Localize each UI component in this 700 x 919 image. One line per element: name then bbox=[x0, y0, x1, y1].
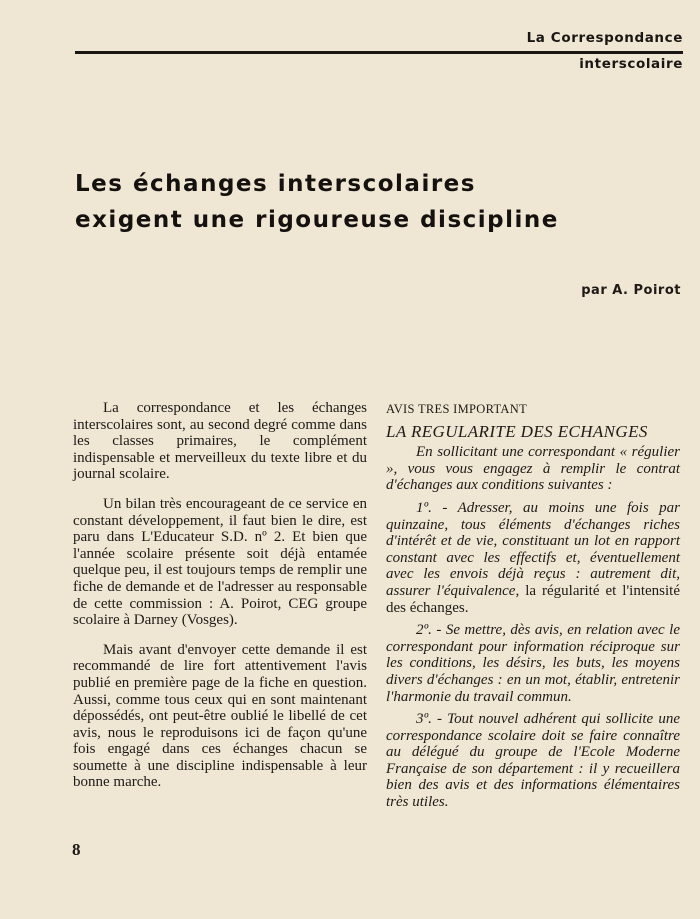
notice-item-text: 1º. - Adresser, au moins une fois par quinzaine, tous éléments d'échanges riches d'intérêt et de vie, constituant un lot en rapport constant avec les effectifs et, éventuellement avec les envois déjà reçus : autrement dit, assurer l'équivalence, bbox=[386, 499, 680, 599]
paragraph: Un bilan très encourageant de ce service en constant développement, il faut bien le dire, est paru dans L'Educateur S.D. nº 2. Et bien que l'année scolaire présente soit déjà entamée quelque peu, il est toujours temps de remplir une fiche de demande et de l'adresser au responsable de cette commission : A. Poirot, CEG groupe scolaire à Darney (Vosges). bbox=[73, 495, 367, 629]
section-label: La Correspondance bbox=[526, 30, 683, 46]
byline: par A. Poirot bbox=[581, 283, 681, 298]
paragraph: La correspondance et les échanges interscolaires sont, au second degré comme dans les classes primaires, le complément indispensable et merveilleux du texte libre et du journal scolaire. bbox=[73, 400, 367, 483]
notice-item-text: 2º. - Se mettre, dès avis, en relation avec le correspondant pour information réciproque sur les conditions, les désirs, les buts, les moyens divers d'échanges : en un mot, établir, entretenir l'harmonie du travail commun. bbox=[386, 622, 680, 705]
notice-item-text: 3º. - Tout nouvel adhérent qui sollicite une correspondance scolaire doit se faire connaître au délégué du groupe de l'Ecole Moderne Française de son département : il y recueillera bien des avis et des informations élémentaires très utiles. bbox=[386, 711, 680, 811]
notice-heading: AVIS TRES IMPORTANT bbox=[386, 402, 528, 416]
notice-item bbox=[386, 500, 680, 616]
header-rule bbox=[75, 51, 683, 54]
title-line-1: Les échanges interscolaires bbox=[75, 171, 476, 197]
section-sublabel: interscolaire bbox=[579, 56, 683, 72]
title-line-2: exigent une rigoureuse discipline bbox=[75, 207, 559, 233]
notice-intro: En sollicitant une correspondant « régulier », vous vous engagez à remplir le contrat d'échanges aux conditions suivantes : bbox=[386, 444, 680, 494]
notice-item-tail: la régularité et l'intensité des échanges. bbox=[386, 582, 680, 616]
article-title bbox=[75, 166, 675, 238]
paragraph: Mais avant d'envoyer cette demande il est recommandé de lire fort attentivement l'avis publié en première page de la fiche en question. Aussi, comme tous ceux qui en sont maintenant dépossédés, ont peut-être oublié le libellé de cet avis, nous le reproduisons ici de façon qu'une fois engagé dans ces échanges chacun se soumette à une discipline indispensable à leur bonne marche. bbox=[73, 641, 367, 791]
right-column bbox=[386, 400, 680, 817]
notice-title: LA REGULARITE DES ECHANGES bbox=[386, 421, 648, 441]
notice-item bbox=[386, 622, 680, 705]
left-column bbox=[73, 400, 367, 804]
notice-item bbox=[386, 711, 680, 811]
page-number: 8 bbox=[72, 840, 81, 859]
